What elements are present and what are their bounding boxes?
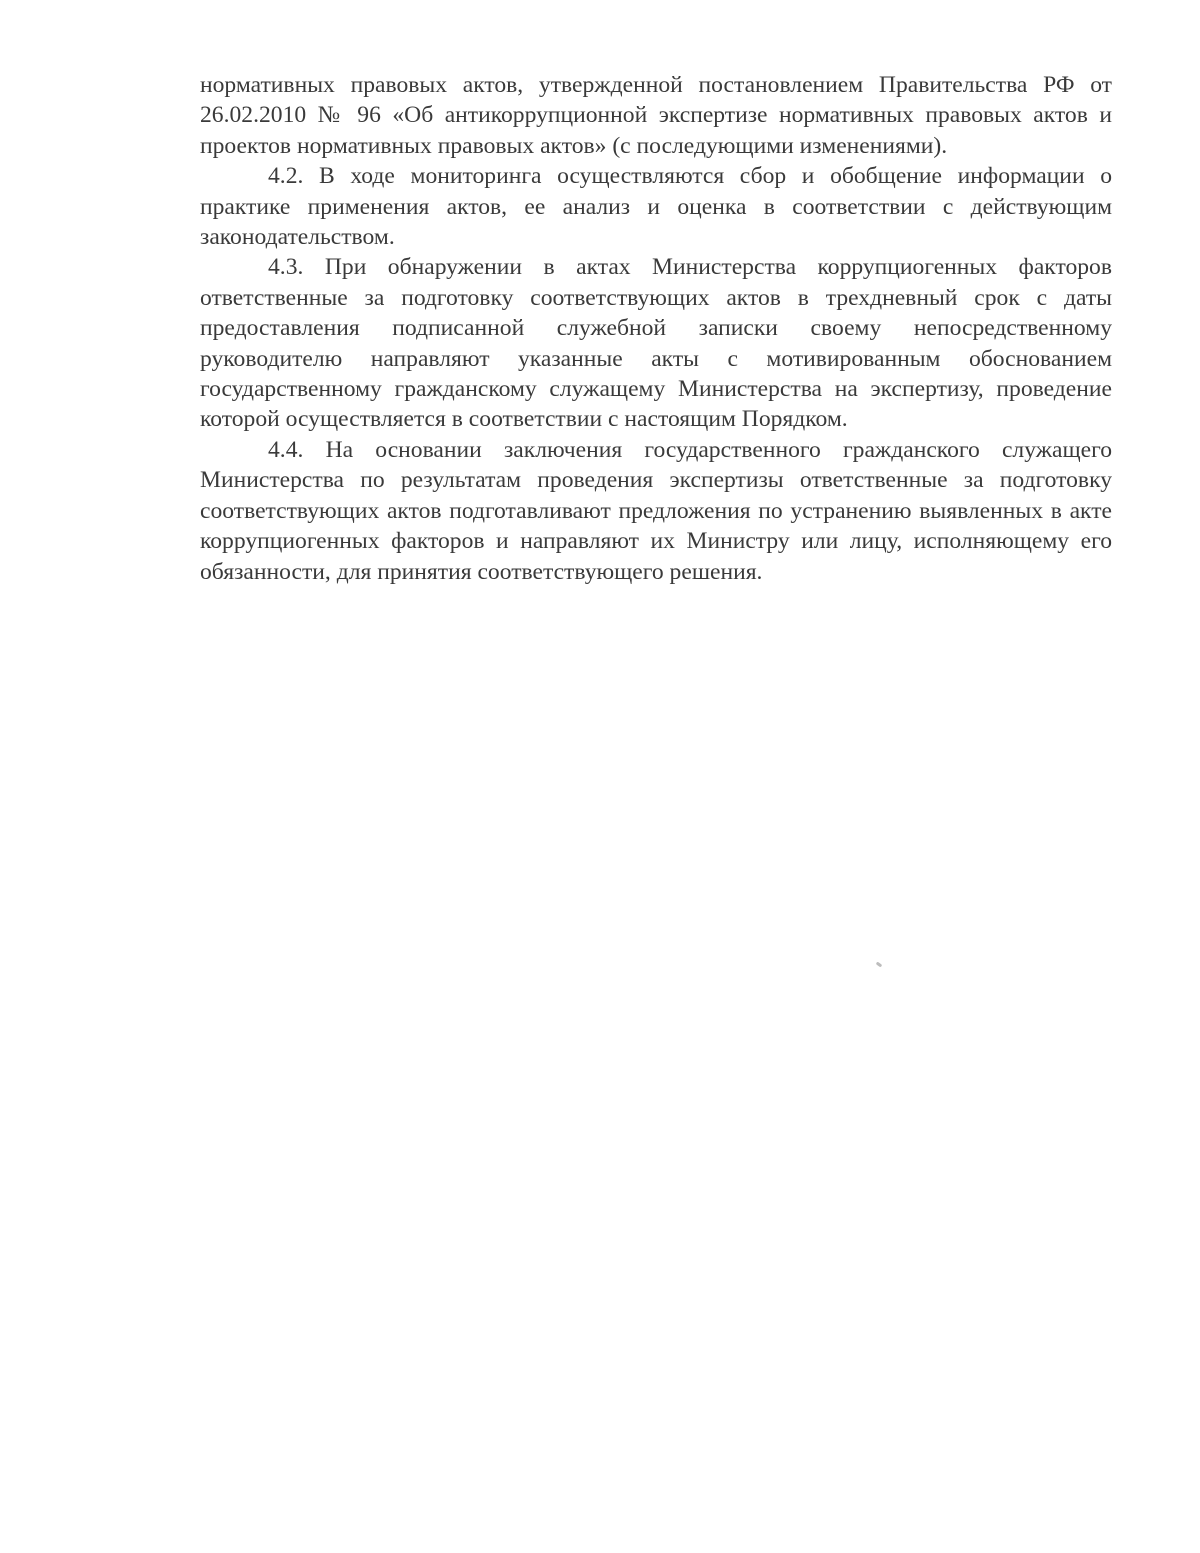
paragraph-4-3: 4.3. При обнаружении в актах Министерства коррупциогенных факторов ответственные за подготовку соответствующих актов в трехдневный срок с даты предоставления подписанной служебной записки своему непосредственному руководителю направляют указанные акты с мотивированным обоснованием государственному гражданскому служащему Министерства на экспертизу, проведение которой осуществляется в соответствии с настоящим Порядком.	[200, 254, 1112, 433]
paragraph-4-4: 4.4. На основании заключения государственного гражданского служащего Министерства по результатам проведения экспертизы ответственные за подготовку соответствующих актов подготавливают предложения по устранению выявленных в акте коррупциогенных факторов и направляют их Министру или лицу, исполняющему его обязанности, для принятия соответствующего решения.	[200, 436, 1112, 585]
scan-speck	[876, 962, 883, 968]
document-body	[200, 70, 1112, 587]
paragraph-4-2: 4.2. В ходе мониторинга осуществляются сбор и обобщение информации о практике применения актов, ее анализ и оценка в соответствии с действующим законодательством.	[200, 163, 1112, 251]
paragraph-continuation: нормативных правовых актов, утвержденной постановлением Правительства РФ от 26.02.2010 № 96 «Об антикоррупционной экспертизе нормативных правовых актов и проектов нормативных правовых актов» (с последующими изменениями).	[200, 72, 1112, 159]
